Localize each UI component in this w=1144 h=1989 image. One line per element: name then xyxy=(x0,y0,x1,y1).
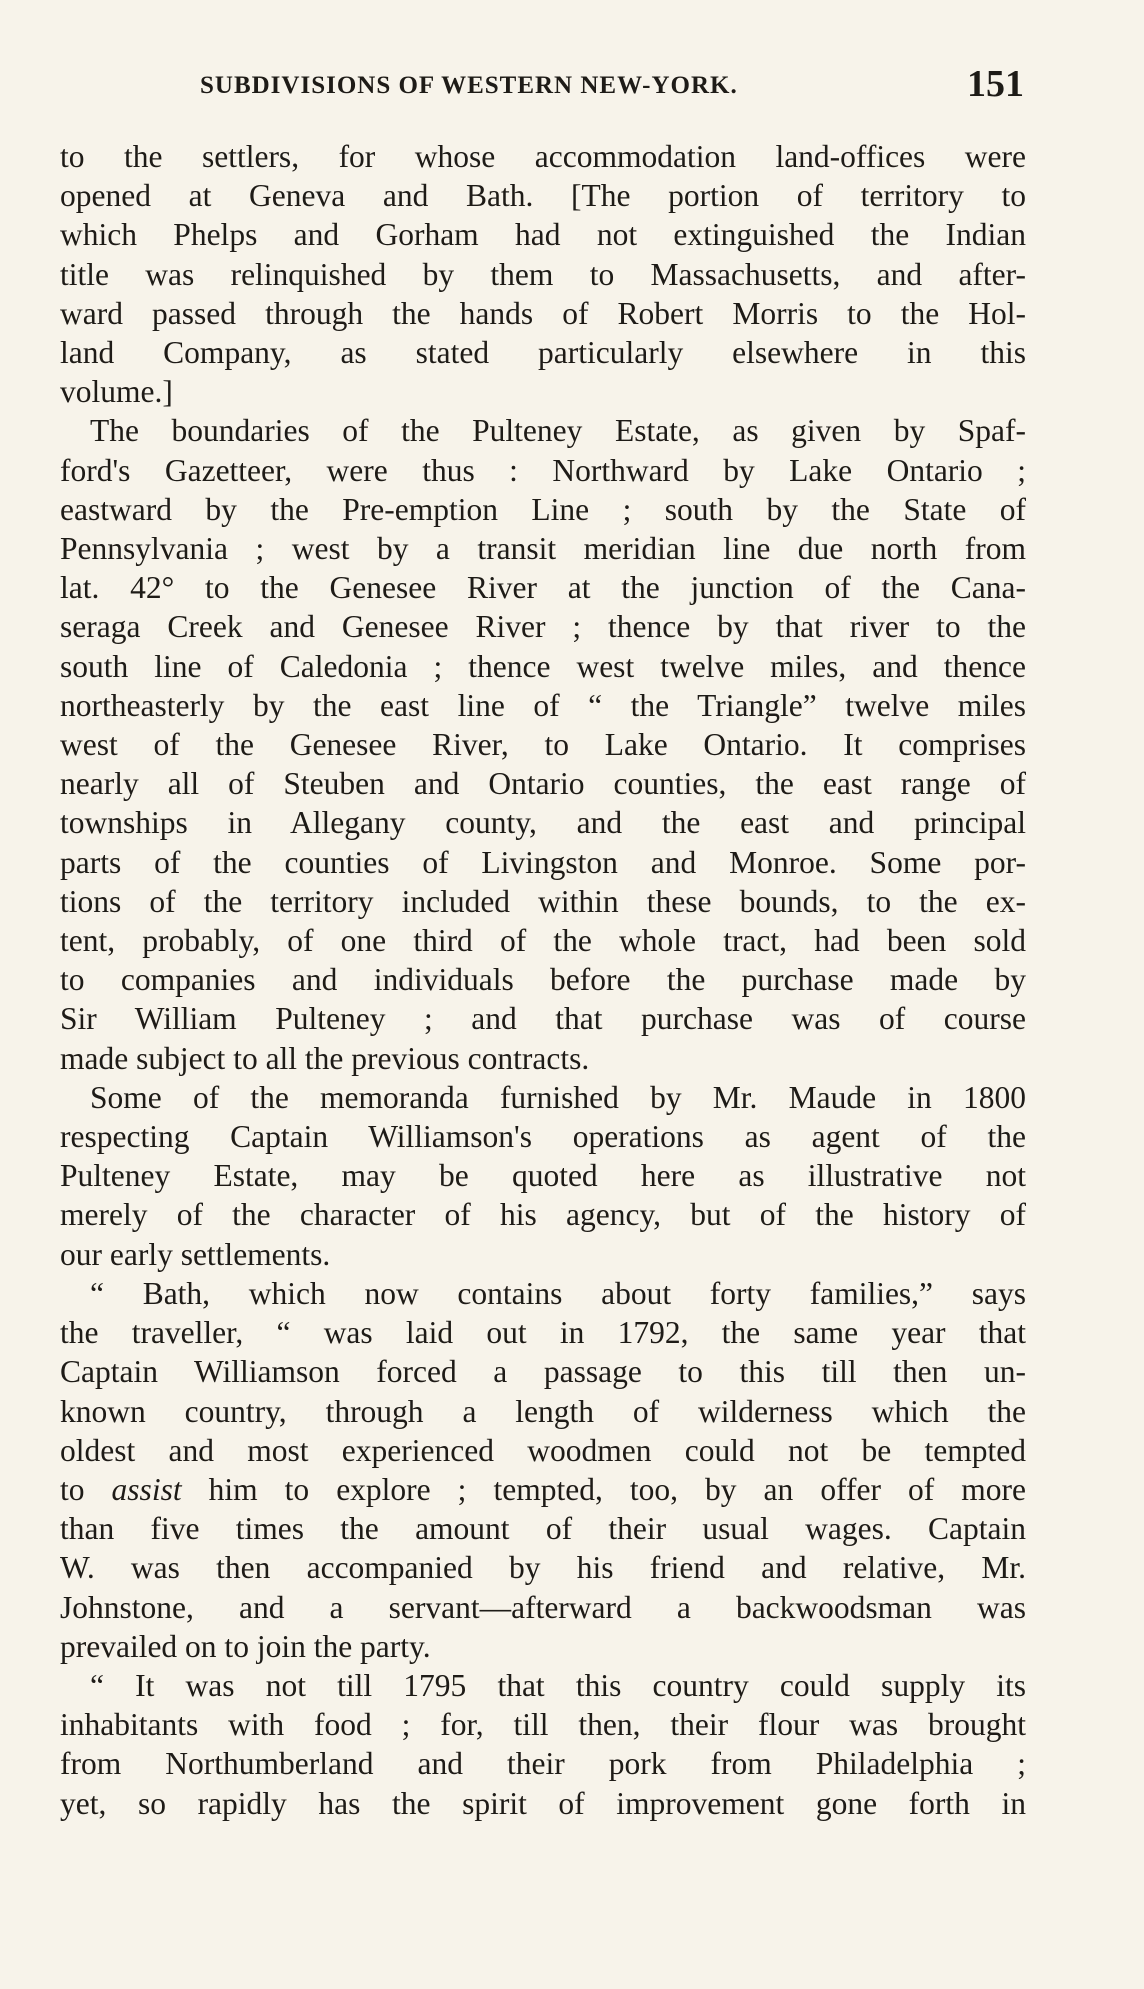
text-line: prevailed on to join the party. xyxy=(60,1628,431,1664)
text-line-segment: to xyxy=(60,1471,112,1507)
text-line: Some of the memoranda furnished by Mr. Maude in 1800 xyxy=(90,1079,1026,1115)
running-head xyxy=(200,62,1024,112)
text-line: oldest and most experienced woodmen could not be tempted xyxy=(60,1432,1026,1468)
text-line: eastward by the Pre-emption Line ; south by the State of xyxy=(60,491,1026,527)
text-body xyxy=(60,137,1026,1823)
text-line: land Company, as stated particularly elsewhere in this xyxy=(60,335,1026,371)
text-line: tent, probably, of one third of the whole tract, had been sold xyxy=(60,923,1026,959)
text-line xyxy=(60,1470,1026,1509)
text-line: The boundaries of the Pulteney Estate, as given by Spaf- xyxy=(90,413,1026,449)
text-line: the traveller, “ was laid out in 1792, the same year that xyxy=(60,1315,1026,1351)
text-line: “ It was not till 1795 that this country could supply its xyxy=(90,1667,1026,1703)
text-line: ford's Gazetteer, were thus : Northward by Lake Ontario ; xyxy=(60,452,1026,488)
text-line: which Phelps and Gorham had not extinguished the Indian xyxy=(60,217,1026,253)
text-line: than five times the amount of their usual wages. Captain xyxy=(60,1511,1026,1547)
text-line: to companies and individuals before the purchase made by xyxy=(60,962,1026,998)
text-line: townships in Allegany county, and the east and principal xyxy=(60,805,1026,841)
text-line: ward passed through the hands of Robert Morris to the Hol- xyxy=(60,295,1026,331)
text-line: seraga Creek and Genesee River ; thence by that river to the xyxy=(60,609,1026,645)
text-line: lat. 42° to the Genesee River at the junction of the Cana- xyxy=(60,570,1026,606)
text-line: Captain Williamson forced a passage to this till then un- xyxy=(60,1354,1026,1390)
text-line: made subject to all the previous contracts. xyxy=(60,1040,590,1076)
text-line: opened at Geneva and Bath. [The portion of territory to xyxy=(60,178,1026,214)
italic-emphasis: assist xyxy=(111,1471,182,1507)
text-line: merely of the character of his agency, but of the history of xyxy=(60,1197,1026,1233)
text-line: nearly all of Steuben and Ontario counties, the east range of xyxy=(60,766,1026,802)
text-line: northeasterly by the east line of “ the Triangle” twelve miles xyxy=(60,687,1026,723)
text-line: inhabitants with food ; for, till then, their flour was brought xyxy=(60,1707,1026,1743)
text-line: parts of the counties of Livingston and Monroe. Some por- xyxy=(60,844,1026,880)
running-title: SUBDIVISIONS OF WESTERN NEW-YORK. xyxy=(200,72,738,99)
text-line: Johnstone, and a servant—afterward a backwoodsman was xyxy=(60,1589,1026,1625)
text-line: Pennsylvania ; west by a transit meridian line due north from xyxy=(60,531,1026,567)
text-line: volume.] xyxy=(60,374,173,410)
text-line: title was relinquished by them to Massachusetts, and after- xyxy=(60,256,1026,292)
text-line: west of the Genesee River, to Lake Ontario. It comprises xyxy=(60,727,1026,763)
text-line: “ Bath, which now contains about forty families,” says xyxy=(90,1275,1026,1311)
text-line: respecting Captain Williamson's operations as agent of the xyxy=(60,1119,1026,1155)
text-line-segment: him to explore ; tempted, too, by an offer of more xyxy=(181,1471,1026,1507)
page-number: 151 xyxy=(967,63,1024,105)
text-line: our early settlements. xyxy=(60,1236,331,1272)
text-line: south line of Caledonia ; thence west twelve miles, and thence xyxy=(60,648,1026,684)
text-line: Sir William Pulteney ; and that purchase was of course xyxy=(60,1001,1026,1037)
text-line: known country, through a length of wilderness which the xyxy=(60,1393,1026,1429)
text-line: to the settlers, for whose accommodation land-offices were xyxy=(60,139,1026,174)
text-line: from Northumberland and their pork from Philadelphia ; xyxy=(60,1746,1026,1782)
text-line: tions of the territory included within these bounds, to the ex- xyxy=(60,883,1026,919)
text-line: yet, so rapidly has the spirit of improvement gone forth in xyxy=(60,1785,1026,1821)
text-line: W. was then accompanied by his friend and relative, Mr. xyxy=(60,1550,1026,1586)
text-line: Pulteney Estate, may be quoted here as illustrative not xyxy=(60,1158,1026,1194)
